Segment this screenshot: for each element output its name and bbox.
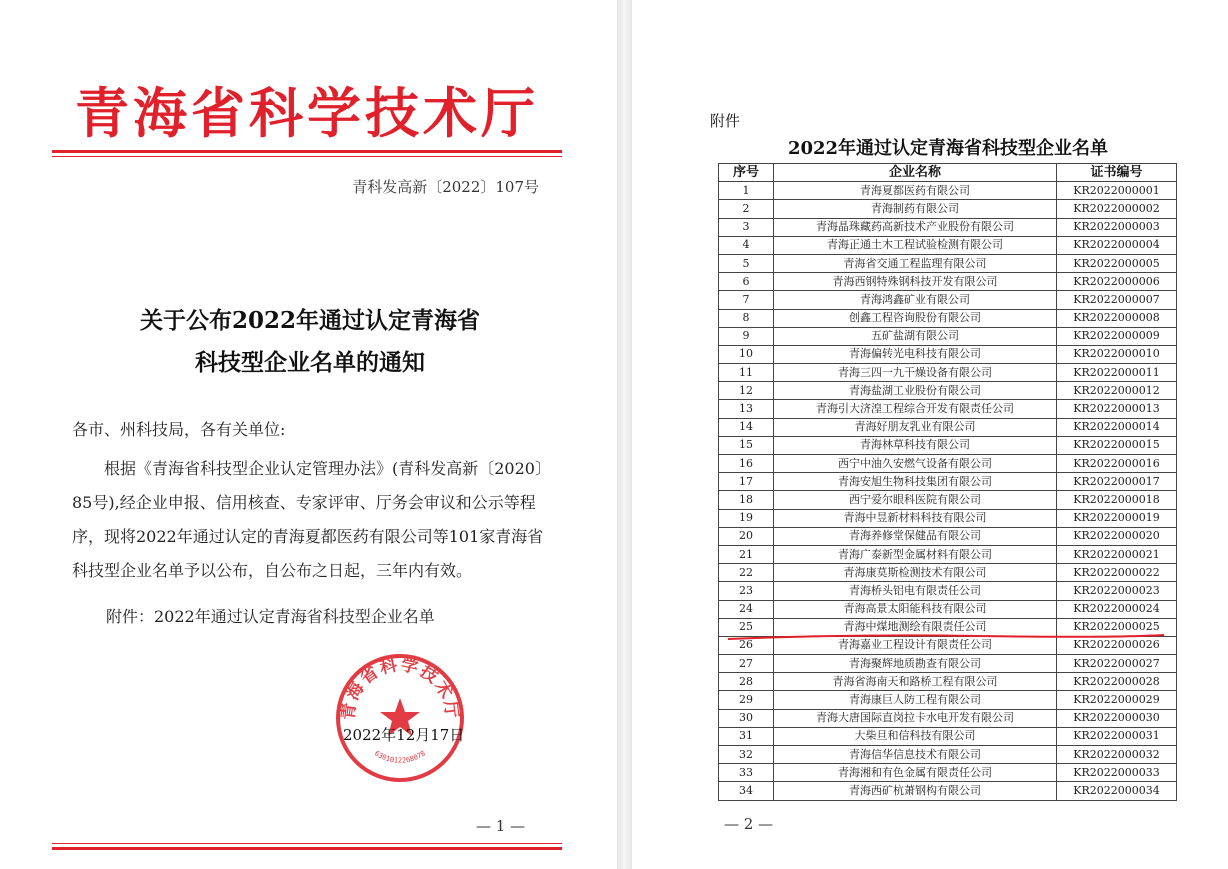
cell-index: 9	[719, 327, 774, 345]
cell-company: 青海省海南天和路桥工程有限公司	[774, 673, 1057, 691]
table-row	[719, 218, 1177, 236]
masthead-divider-thin	[52, 156, 562, 157]
col-header-cert: 证书编号	[1057, 164, 1177, 182]
cell-index: 8	[719, 309, 774, 327]
cell-company: 青海大唐国际直岗拉卡水电开发有限公司	[774, 709, 1057, 727]
cell-index: 30	[719, 709, 774, 727]
table-row	[719, 418, 1177, 436]
masthead-title: 青海省科学技术厅	[75, 82, 539, 145]
cell-company: 青海湘和有色金属有限责任公司	[774, 764, 1057, 782]
table-row	[719, 727, 1177, 745]
cell-index: 26	[719, 636, 774, 654]
cell-company: 创鑫工程咨询股份有限公司	[774, 309, 1057, 327]
cell-index: 2	[719, 200, 774, 218]
table-row	[719, 182, 1177, 200]
cell-company: 青海嘉业工程设计有限责任公司	[774, 636, 1057, 654]
cell-cert: KR2022000026	[1057, 636, 1177, 654]
cell-company: 青海高景太阳能科技有限公司	[774, 600, 1057, 618]
cell-cert: KR2022000033	[1057, 764, 1177, 782]
cell-index: 16	[719, 455, 774, 473]
cell-company: 青海制药有限公司	[774, 200, 1057, 218]
cell-cert: KR2022000025	[1057, 618, 1177, 636]
page-gutter	[617, 0, 632, 869]
cell-cert: KR2022000010	[1057, 345, 1177, 363]
cell-company: 青海鸿鑫矿业有限公司	[774, 291, 1057, 309]
cell-cert: KR2022000016	[1057, 455, 1177, 473]
issue-date: 2022年12月17日	[343, 726, 465, 744]
cell-cert: KR2022000019	[1057, 509, 1177, 527]
cell-company: 青海引大济湟工程综合开发有限责任公司	[774, 400, 1057, 418]
table-row	[719, 746, 1177, 764]
table-row	[719, 254, 1177, 272]
cell-cert: KR2022000034	[1057, 782, 1177, 800]
cell-cert: KR2022000008	[1057, 309, 1177, 327]
table-row	[719, 382, 1177, 400]
cell-company: 青海信华信息技术有限公司	[774, 746, 1057, 764]
table-row	[719, 273, 1177, 291]
cell-index: 23	[719, 582, 774, 600]
cell-company: 青海林草科技有限公司	[774, 436, 1057, 454]
cell-cert: KR2022000001	[1057, 182, 1177, 200]
cell-index: 6	[719, 273, 774, 291]
cell-index: 21	[719, 545, 774, 563]
cell-company: 西宁中油久安燃气设备有限公司	[774, 455, 1057, 473]
table-row	[719, 327, 1177, 345]
cell-index: 5	[719, 254, 774, 272]
notice-body	[72, 452, 552, 588]
notice-title-line: 科技型企业名单的通知	[195, 349, 425, 376]
cell-company: 青海聚辉地质勘查有限公司	[774, 655, 1057, 673]
cell-cert: KR2022000002	[1057, 200, 1177, 218]
list-title: 2022年通过认定青海省科技型企业名单	[787, 138, 1109, 159]
table-row	[719, 200, 1177, 218]
page-number: — 2 —	[724, 815, 774, 833]
cell-company: 五矿盐湖有限公司	[774, 327, 1057, 345]
cell-index: 31	[719, 727, 774, 745]
table-row	[719, 291, 1177, 309]
cell-company: 西宁爱尔眼科医院有限公司	[774, 491, 1057, 509]
cell-cert: KR2022000009	[1057, 327, 1177, 345]
cell-cert: KR2022000031	[1057, 727, 1177, 745]
cell-index: 7	[719, 291, 774, 309]
table-row	[719, 582, 1177, 600]
table-row	[719, 491, 1177, 509]
salutation: 各市、州科技局，各有关单位:	[72, 420, 286, 439]
cell-cert: KR2022000004	[1057, 236, 1177, 254]
table-row	[719, 764, 1177, 782]
cell-cert: KR2022000003	[1057, 218, 1177, 236]
cell-company: 青海桥头铝电有限责任公司	[774, 582, 1057, 600]
cell-cert: KR2022000011	[1057, 364, 1177, 382]
cell-cert: KR2022000032	[1057, 746, 1177, 764]
cell-cert: KR2022000030	[1057, 709, 1177, 727]
seal-number: 6301012268078	[373, 749, 427, 765]
cell-company: 青海晶珠藏药高新技术产业股份有限公司	[774, 218, 1057, 236]
body-paragraph: 根据《青海省科技型企业认定管理办法》(青科发高新〔2020〕85号),经企业申报、信用核查、专家评审、厅务会审议和公示等程序，现将2022年通过认定的青海夏都医药有限公司等101家青海省科技型企业名单予以公布，自公布之日起，三年内有效。	[72, 459, 551, 580]
cell-company: 青海盐湖工业股份有限公司	[774, 382, 1057, 400]
cell-cert: KR2022000012	[1057, 382, 1177, 400]
cell-cert: KR2022000024	[1057, 600, 1177, 618]
svg-text:6301012268078	[373, 749, 427, 764]
table-row	[719, 400, 1177, 418]
table-row	[719, 236, 1177, 254]
cell-index: 12	[719, 382, 774, 400]
cell-company: 青海中昱新材料科技有限公司	[774, 509, 1057, 527]
footer-divider	[52, 847, 562, 850]
col-header-index: 序号	[719, 164, 774, 182]
cell-company: 青海三四一九干燥设备有限公司	[774, 364, 1057, 382]
official-seal-icon	[334, 652, 466, 784]
table-row	[719, 545, 1177, 563]
table-row	[719, 436, 1177, 454]
table-row	[719, 600, 1177, 618]
table-body	[719, 182, 1177, 800]
cell-index: 27	[719, 655, 774, 673]
highlight-underline	[728, 633, 1164, 641]
cell-index: 22	[719, 564, 774, 582]
cell-company: 青海西钢特殊钢科技开发有限公司	[774, 273, 1057, 291]
table-row	[719, 564, 1177, 582]
cell-company: 青海康巨人防工程有限公司	[774, 691, 1057, 709]
table-row	[719, 509, 1177, 527]
cell-index: 10	[719, 345, 774, 363]
cell-cert: KR2022000028	[1057, 673, 1177, 691]
cell-cert: KR2022000017	[1057, 473, 1177, 491]
cell-index: 17	[719, 473, 774, 491]
page-number: — 1 —	[476, 817, 526, 835]
cell-index: 4	[719, 236, 774, 254]
table-row	[719, 473, 1177, 491]
notice-title-line: 关于公布2022年通过认定青海省	[139, 307, 480, 334]
cell-index: 18	[719, 491, 774, 509]
cell-index: 32	[719, 746, 774, 764]
cell-index: 33	[719, 764, 774, 782]
table-header-row	[719, 164, 1177, 182]
seal-text: 青海省科学技术厅	[338, 654, 462, 722]
cell-cert: KR2022000015	[1057, 436, 1177, 454]
cell-index: 29	[719, 691, 774, 709]
masthead-divider	[52, 150, 562, 153]
cell-index: 25	[719, 618, 774, 636]
cell-index: 34	[719, 782, 774, 800]
company-table	[718, 163, 1177, 801]
cell-cert: KR2022000007	[1057, 291, 1177, 309]
cell-company: 青海夏都医药有限公司	[774, 182, 1057, 200]
cell-cert: KR2022000018	[1057, 491, 1177, 509]
cell-company: 青海省交通工程监理有限公司	[774, 254, 1057, 272]
cell-cert: KR2022000023	[1057, 582, 1177, 600]
cell-index: 1	[719, 182, 774, 200]
table-row	[719, 309, 1177, 327]
notice-title	[60, 300, 560, 384]
cell-company: 青海好朋友乳业有限公司	[774, 418, 1057, 436]
table-row	[719, 345, 1177, 363]
cell-company: 青海西矿杭萧钢构有限公司	[774, 782, 1057, 800]
cell-company: 青海养修堂保健品有限公司	[774, 527, 1057, 545]
cell-cert: KR2022000027	[1057, 655, 1177, 673]
cell-index: 24	[719, 600, 774, 618]
cell-company: 青海正通土木工程试验检测有限公司	[774, 236, 1057, 254]
cell-company: 大柴旦和信科技有限公司	[774, 727, 1057, 745]
cell-index: 3	[719, 218, 774, 236]
table-row	[719, 782, 1177, 800]
table-row	[719, 709, 1177, 727]
cell-company: 青海安旭生物科技集团有限公司	[774, 473, 1057, 491]
attachment-page-2	[632, 0, 1228, 869]
cell-cert: KR2022000005	[1057, 254, 1177, 272]
cell-index: 20	[719, 527, 774, 545]
cell-cert: KR2022000021	[1057, 545, 1177, 563]
cell-cert: KR2022000006	[1057, 273, 1177, 291]
table-row	[719, 455, 1177, 473]
table-row	[719, 527, 1177, 545]
table-row	[719, 655, 1177, 673]
cell-index: 13	[719, 400, 774, 418]
attachment-note: 附件：2022年通过认定青海省科技型企业名单	[106, 607, 435, 626]
cell-cert: KR2022000014	[1057, 418, 1177, 436]
cell-company: 青海中煤地测绘有限责任公司	[774, 618, 1057, 636]
table-row	[719, 673, 1177, 691]
cell-company: 青海康莫斯检测技术有限公司	[774, 564, 1057, 582]
cell-index: 15	[719, 436, 774, 454]
table-row	[719, 364, 1177, 382]
cell-cert: KR2022000013	[1057, 400, 1177, 418]
cell-index: 28	[719, 673, 774, 691]
table-row	[719, 691, 1177, 709]
cell-company: 青海广泰新型金属材料有限公司	[774, 545, 1057, 563]
cell-cert: KR2022000029	[1057, 691, 1177, 709]
cell-cert: KR2022000022	[1057, 564, 1177, 582]
attachment-label: 附件	[710, 112, 741, 130]
document-number: 青科发高新〔2022〕107号	[352, 178, 539, 196]
cell-index: 19	[719, 509, 774, 527]
col-header-company: 企业名称	[774, 164, 1057, 182]
cell-company: 青海偏转光电科技有限公司	[774, 345, 1057, 363]
cell-index: 14	[719, 418, 774, 436]
footer-divider-thin	[52, 843, 562, 844]
cell-index: 11	[719, 364, 774, 382]
cell-cert: KR2022000020	[1057, 527, 1177, 545]
